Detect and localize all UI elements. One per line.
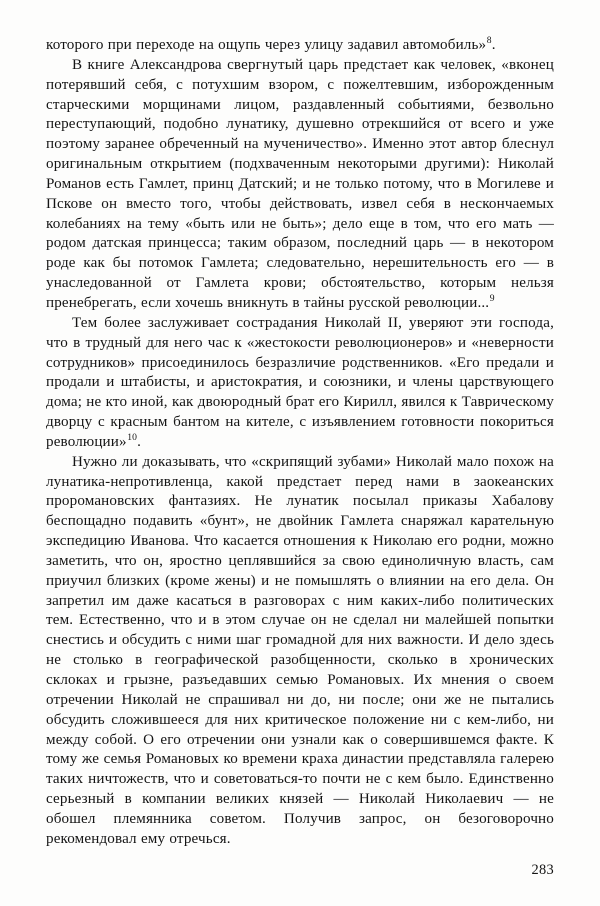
page-number: 283 (531, 862, 554, 878)
text-column (46, 36, 554, 850)
paragraph-aleksandrov-book (46, 56, 554, 314)
paragraph-text-tail: . (137, 433, 142, 450)
footnote-marker[interactable]: 9 (489, 292, 495, 304)
paragraph-text: В книге Александрова свергнутый царь предстает как человек, «вконец потерявший себя, с потухшим взором, с пожелтевшим, изборожденным старческими морщинами лицом, раздавленный событиями, безвольно переступающий, подобно лунатику, душевно отрекшийся от всего и уже поэтому заранее обреченный на мученичество». Именно этот автор блеснул оригинальным открытием (подхваченным некоторыми другими): Николай Романов есть Гамлет, принц Датский; и не только потому, что в Могилеве и Пскове он вместо того, чтобы действовать, извел себя в нескончаемых колебаниях на тему «быть или не быть»; дело еще в том, что его мать — родом датская принцесса; таким образом, последний царь — в некотором роде как бы потомок Гамлета; следовательно, нерешительность его — в унаследованной от Гамлета крови; обстоятельство, которым нельзя пренебрегать, если хочешь вникнуть в тайны русской революции... (46, 56, 554, 311)
paragraph-text: Нужно ли доказывать, что «скрипящий зубами» Николай мало похож на лунатика-непротивленца, какой предстает перед нами в заокеанских проромановских фантазиях. Не лунатик посылал приказы Хабалову беспощадно подавить «бунт», не двойник Гамлета снаряжал карательную экспедицию Иванова. Что касается отношения к Николаю его родни, можно заметить, что он, яростно цеплявшийся за свою единоличную власть, сам приучил близких (кроме жены) и не помышлять о влиянии на его дела. Он запретил им даже касаться в разговорах с ним каких-либо политических тем. Естественно, что и в этом случае он не сделал ни малейшей попытки снестись и обсудить с ними шаг громадной для них важности. И дело здесь не столько в географической разобщенности, сколько в хронических склоках и грызне, разъедавших семью Романовых. Их мнения о своем отречении Николай не спрашивал ни до, ни после; они же не пытались обсудить сложившееся для них критическое положение ни с кем-либо, ни между собой. О его отречении они узнали как о совершившемся факте. К тому же семья Романовых ко времени краха династии представляла галерею таких ничтожеств, что и советоваться-то почти не с кем было. Единственно серьезный в компании великих князей — Николай Николаевич — не обошел племянника советом. Получив запрос, он безоговорочно рекомендовал ему отречься. (46, 453, 554, 847)
paragraph-continuation (46, 36, 554, 56)
paragraph-text: Тем более заслуживает сострадания Николай II, уверяют эти господа, что в трудный для него час к «жестокости революционеров» и «неверности сотрудников» присоединилось безразличие родственников. «Его предали и продали и штабисты, и аристократия, и союзники, и члены царствующего дома; не кто иной, как двоюродный брат его Кирилл, явился к Таврическому дворцу с красным бантом на кителе, с изъявлением готовности покориться революции» (46, 314, 554, 450)
footnote-marker[interactable]: 8 (486, 34, 492, 46)
paragraph-text-tail: . (491, 37, 496, 53)
footnote-marker[interactable]: 10 (127, 431, 138, 443)
paragraph-sostradaniya (46, 314, 554, 453)
paragraph-text: которого при переходе на ощупь через улицу задавил автомобиль» (46, 37, 487, 53)
paragraph-skripyashchiy-zubami (46, 453, 554, 850)
